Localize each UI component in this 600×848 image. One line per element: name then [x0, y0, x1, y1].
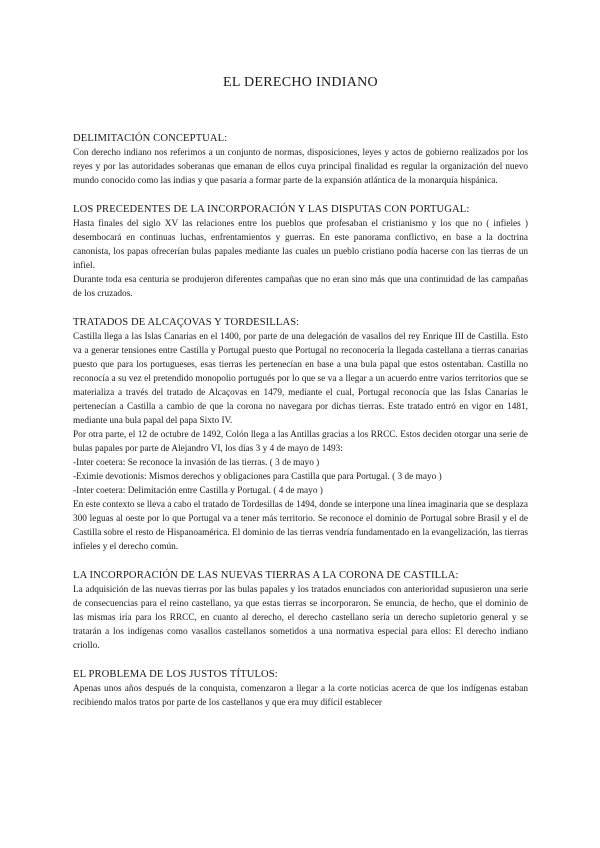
- document-title: EL DERECHO INDIANO: [223, 75, 378, 90]
- paragraph: Hasta finales del siglo XV las relaciones entre los pueblos que profesaban el cristianismo y los que no ( infieles ) desembocará en continuas luchas, enfrentamientos y guerras. En este panorama conflictivo, en base a la doctrina canonista, los papas ofrecerían bulas papales mediante las cuales un pueblo cristiano podía hacerse con las tierras de un infiel.: [73, 219, 528, 271]
- paragraph: Con derecho indiano nos referimos a un conjunto de normas, disposiciones, leyes y actos de gobierno realizados por los reyes y por las autoridades soberanas que emanan de ellos cuya principal finalidad es regular la organización del nuevo mundo conocido como las indias y que pasaría a formar parte de la expansión atlántica de la monarquía hispánica.: [73, 148, 528, 186]
- section-delimitacion: [73, 131, 528, 188]
- section-gap: [73, 301, 528, 315]
- paragraph: La adquisición de las nuevas tierras por las bulas papales y los tratados enunciados con anterioridad supusieron una serie de consecuencias para el reino castellano, ya que estas tierras se incorporaron. Se enuncia, de hecho, que el dominio de las mismas iría para los RRCC, en cuanto al derecho, el derecho castellano sería un derecho supletorio general y se tratarán a los indígenas como vasallos castellanos sometidos a una normativa especial para ellos: El derecho indiano criollo.: [73, 585, 528, 651]
- list-item: -Inter coetera: Delimitación entre Castilla y Portugal. ( 4 de mayo ): [73, 486, 323, 496]
- paragraph: Durante toda esa centuria se produjeron diferentes campañas que no eran sino más que una continuidad de las campañas de los cruzados.: [73, 275, 528, 299]
- document-body: [73, 131, 528, 710]
- section-incorporacion: [73, 568, 528, 653]
- section-gap: [73, 188, 528, 202]
- section-tratados: [73, 315, 528, 554]
- paragraph: Apenas unos años después de la conquista, comenzaron a llegar a la corte noticias acerca de que los indígenas estaban recibiendo malos tratos por parte de los castellanos y que era muy difícil establecer: [73, 684, 528, 708]
- section-gap: [73, 653, 528, 667]
- section-heading: LOS PRECEDENTES DE LA INCORPORACIÓN Y LAS DISPUTAS CON PORTUGAL:: [73, 204, 470, 215]
- list-item: -Eximie devotionis: Mismos derechos y obligaciones para Castilla que para Portugal. ( 3 de mayo ): [73, 472, 442, 482]
- paragraph: Por otra parte, el 12 de octubre de 1492, Colón llega a las Antillas gracias a los RRCC. Estos deciden otorgar una serie de bulas papales por parte de Alejandro VI, los días 3 y 4 de mayo de 1493:: [73, 430, 528, 454]
- section-heading: LA INCORPORACIÓN DE LAS NUEVAS TIERRAS A LA CORONA DE CASTILLA:: [73, 570, 459, 581]
- section-justos-titulos: [73, 667, 528, 710]
- section-heading: TRATADOS DE ALCAÇOVAS Y TORDESILLAS:: [73, 317, 300, 328]
- section-precedentes: [73, 202, 528, 301]
- section-heading: EL PROBLEMA DE LOS JUSTOS TÍTULOS:: [73, 669, 278, 680]
- section-gap: [73, 554, 528, 568]
- section-heading: DELIMITACIÓN CONCEPTUAL:: [73, 133, 228, 144]
- paragraph: En este contexto se lleva a cabo el tratado de Tordesillas de 1494, donde se interpone una línea imaginaria que se desplaza 300 leguas al oeste por lo que Portugal va a tener más territorio. Se reconoce el dominio de Portugal sobre Brasil y el de Castilla sobre el resto de Hispanoamérica. El dominio de las tierras vendría fundamentado en la evangelización, las tierras infieles y el derecho común.: [73, 500, 528, 552]
- paragraph: Castilla llega a las Islas Canarias en el 1400, por parte de una delegación de vasallos del rey Enrique III de Castilla. Esto va a generar tensiones entre Castilla y Portugal puesto que Portugal no reconocería la llegada castellana a tierras canarias puesto que para los portugueses, esas tierras les pertenecían en base a una bula papal que estos ostentaban. Castilla no reconocía a su vez el pretendido monopolio portugués por lo que se va a llegar a un acuerdo entre varios territorios que se materializa a través del tratado de Alcaçovas en 1479, mediante el cual, Portugal reconocía que las Islas Canarias le pertenecían a Castilla a cambio de que la corona no navegara por dichas tierras. Este tratado entró en vigor en 1481, mediante una bula papal del papa Sixto IV.: [73, 332, 528, 426]
- list-item: -Inter coetera: Se reconoce la invasión de las tierras. ( 3 de mayo ): [73, 458, 320, 468]
